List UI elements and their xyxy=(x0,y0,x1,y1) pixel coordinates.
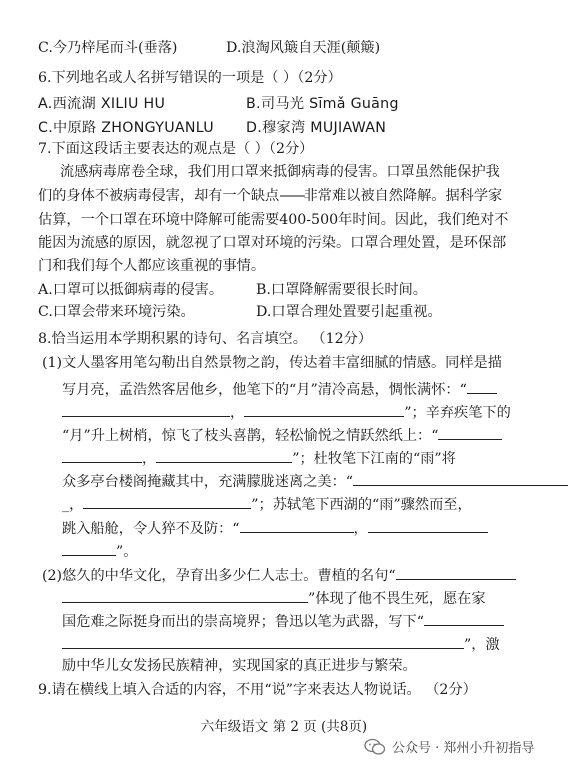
text-line xyxy=(62,587,486,609)
answer-blank[interactable] xyxy=(62,401,230,417)
passage-line xyxy=(38,186,502,206)
answer-blank[interactable] xyxy=(156,447,292,463)
option-6a: A.西流湖 XILIU HU xyxy=(38,96,166,112)
answer-blank[interactable] xyxy=(424,610,504,626)
text-line xyxy=(62,378,497,400)
dash: —— xyxy=(279,188,304,204)
text: ”。 xyxy=(116,544,138,560)
text: “月”升上树梢，惊飞了枝头喜鹊，轻松愉悦之情跃然纸上：“ xyxy=(62,428,439,444)
text-line xyxy=(62,470,568,492)
text: 写月亮，孟浩然客居他乡，他笔下的“月”清冷高悬，惆怅满怀：“ xyxy=(62,382,467,398)
answer-blank[interactable] xyxy=(62,587,308,603)
option-6b: B.司马光 Sīmǎ Guāng xyxy=(246,96,399,112)
question-6: 6.下列地名或人名拼写错误的一项是（ ）（2分） xyxy=(38,70,342,86)
question-8: 8.恰当运用本学期积累的诗句、名言填空。 （12分） xyxy=(38,331,373,347)
sub-question-2 xyxy=(42,564,516,586)
option-5d: D.浪淘风簸自天涯(颠簸) xyxy=(226,40,381,56)
option-5c: C.今乃梓尾而斗(垂落) xyxy=(38,40,178,56)
passage-line: 门和我们每个人都应该重视的事情。 xyxy=(38,258,266,274)
watermark-text: 公众号 · 郑州小升初指导 xyxy=(392,741,535,756)
text-line xyxy=(62,610,504,632)
text-line xyxy=(62,540,137,562)
answer-blank[interactable] xyxy=(62,540,116,556)
answer-blank[interactable] xyxy=(62,633,464,649)
sub-question-1: (1)文人墨客用笔勾勒出自然景物之韵，传达着丰富细腻的情感。同样是描 xyxy=(42,355,502,371)
option-6d: D.穆家湾 MUJIAWAN xyxy=(246,120,387,136)
text: ”；辛弃疾笔下的 xyxy=(404,405,511,421)
question-9: 9.请在横线上填入合适的内容，不用“说”字来表达人物说话。 （2分） xyxy=(38,682,477,698)
answer-blank[interactable] xyxy=(467,378,497,394)
passage-line: 估算，一个口罩在环境中降解可能需要400-500年时间。因此，我们绝对不 xyxy=(38,212,509,228)
answer-blank[interactable] xyxy=(368,517,488,533)
passage-line: 能因为流感的原因，就忽视了口罩对环境的污染。口罩合理处置，是环保部 xyxy=(38,235,507,251)
page-footer: 六年级语文 第 2 页 (共8页) xyxy=(200,719,368,735)
answer-blank[interactable] xyxy=(396,564,516,580)
text: 跳入船舱，令人猝不及防：“ xyxy=(62,521,240,537)
passage-text: 们的身体不被病毒侵害，却有一个缺点 xyxy=(38,188,280,204)
text: ”体现了他不畏生死，愿在家 xyxy=(308,591,486,607)
answer-blank[interactable] xyxy=(62,447,142,463)
text: 国危难之际挺身而出的崇高境界；鲁迅以笔为武器，写下“ xyxy=(62,614,424,630)
text: ”；杜牧笔下江南的“雨”将 xyxy=(292,451,456,467)
text: (2)悠久的中华文化，孕育出多少仁人志士。曹植的名句“ xyxy=(42,568,396,584)
text: _， xyxy=(62,497,84,513)
text-line: 跳入船舱，令人猝不及防：“ ， xyxy=(62,517,488,539)
text-line xyxy=(62,424,502,446)
text-line xyxy=(62,493,472,515)
answer-blank[interactable] xyxy=(438,424,502,440)
option-7c: C.口罩会带来环境污染。 xyxy=(38,304,195,320)
watermark xyxy=(364,737,534,756)
text: ， xyxy=(142,451,157,467)
option-7d: D.口罩合理处置要引起重视。 xyxy=(256,304,442,320)
text: ”，激 xyxy=(464,637,500,653)
text: 众多亭台楼阁掩藏其中，充满朦胧迷离之美：“ xyxy=(62,474,354,490)
option-6c: C.中原路 ZHONGYUANLU xyxy=(38,120,214,136)
answer-blank[interactable] xyxy=(240,517,354,533)
passage-line: 流感病毒席卷全球，我们用口罩来抵御病毒的侵害。口罩虽然能保护我 xyxy=(60,164,500,180)
wechat-icon xyxy=(364,738,386,756)
text-line xyxy=(62,447,456,469)
question-7: 7.下面这段话主要表达的观点是（ ）（2分） xyxy=(38,141,314,157)
answer-blank[interactable] xyxy=(83,493,251,509)
option-7a: A.口罩可以抵御病毒的侵害。 xyxy=(38,282,224,298)
text: ”；苏轼笔下西湖的“雨”骤然而至， xyxy=(251,497,472,513)
passage-text: 非常难以被自然降解。据科学家 xyxy=(303,188,503,204)
text: ， xyxy=(230,405,245,421)
option-7b: B.口罩降解需要很长时间。 xyxy=(256,282,427,298)
text-line xyxy=(62,633,500,655)
answer-blank[interactable] xyxy=(353,470,568,486)
answer-blank[interactable] xyxy=(244,401,404,417)
text-line: 励中华儿女发扬民族精神，实现国家的真正进步与繁荣。 xyxy=(62,658,417,674)
text-line xyxy=(62,401,511,423)
